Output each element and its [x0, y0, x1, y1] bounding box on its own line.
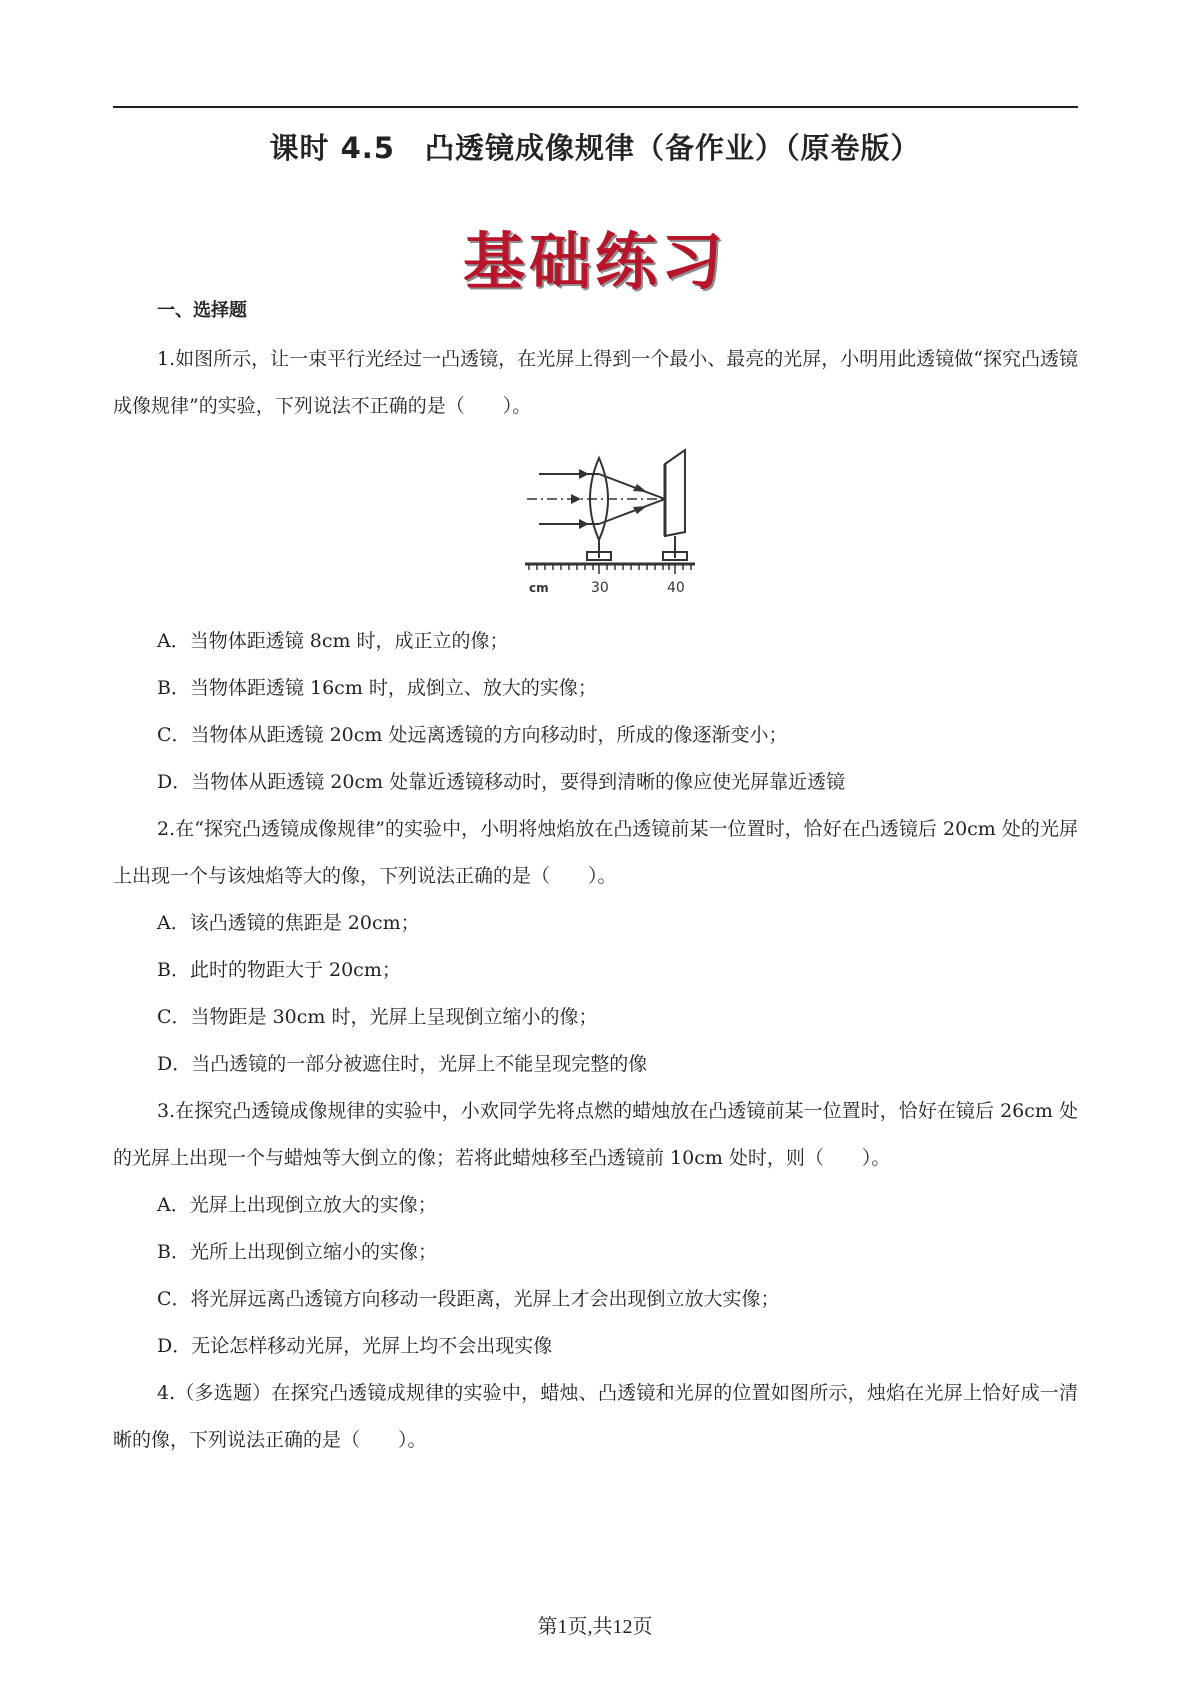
option-d: D．当凸透镜的一部分被遮住时，光屏上不能呈现完整的像 [157, 1053, 648, 1075]
option-a: A．该凸透镜的焦距是 20cm； [157, 912, 420, 934]
question-4 [113, 1370, 1078, 1464]
option-d: D．当物体从距透镜 20cm 处靠近透镜移动时，要得到清晰的像应使光屏靠近透镜 [157, 771, 846, 793]
option-a: A．光屏上出现倒立放大的实像； [157, 1194, 437, 1216]
light-screen [665, 450, 685, 536]
option-b: B．此时的物距大于 20cm； [157, 959, 401, 981]
ruler-tick-40: 40 [667, 580, 685, 596]
option-c: C．当物距是 30cm 时，光屏上呈现倒立缩小的像； [157, 1006, 598, 1028]
question-list [113, 336, 1078, 1464]
header-rule [113, 106, 1078, 108]
option-a: A．当物体距透镜 8cm 时，成正立的像； [157, 630, 509, 652]
lens-diagram-image [525, 436, 695, 608]
question-stem: 1.如图所示，让一束平行光经过一凸透镜，在光屏上得到一个最小、最亮的光屏，小明用此透镜做“探究凸透镜成像规律”的实验，下列说法不正确的是（ ）。 [113, 348, 1078, 417]
question-type-heading: 一、选择题 [157, 300, 247, 321]
ruler-tick-30: 30 [591, 580, 609, 596]
question-stem: 2.在“探究凸透镜成像规律”的实验中，小明将烛焰放在凸透镜前某一位置时，恰好在凸透镜后 20cm 处的光屏上出现一个与该烛焰等大的像，下列说法正确的是（ ）。 [113, 818, 1078, 887]
question-2 [113, 806, 1078, 1088]
question-stem: 3.在探究凸透镜成像规律的实验中，小欢同学先将点燃的蜡烛放在凸透镜前某一位置时，恰好在镜后 26cm 处的光屏上出现一个与蜡烛等大倒立的像；若将此蜡烛移至凸透镜前 10cm 处时，则（ ）。 [113, 1100, 1078, 1169]
option-c: C．当物体从距透镜 20cm 处远离透镜的方向移动时，所成的像逐渐变小； [157, 724, 788, 746]
lens-experiment-figure [113, 432, 1078, 610]
option-b: B．光所上出现倒立缩小的实像； [157, 1241, 437, 1263]
section-banner: 基础练习 [462, 225, 727, 298]
page-number: 第1页,共12页 [537, 1616, 653, 1638]
option-b: B．当物体距透镜 16cm 时，成倒立、放大的实像； [157, 677, 597, 699]
question-stem: 4.（多选题）在探究凸透镜成规律的实验中，蜡烛、凸透镜和光屏的位置如图所示，烛焰在光屏上恰好成一清晰的像，下列说法正确的是（ ）。 [113, 1382, 1078, 1451]
question-3 [113, 1088, 1078, 1370]
document-title: 课时 4.5 凸透镜成像规律（备作业）（原卷版） [269, 131, 921, 165]
option-c: C．将光屏远离凸透镜方向移动一段距离，光屏上才会出现倒立放大实像； [157, 1288, 780, 1310]
option-d: D．无论怎样移动光屏，光屏上均不会出现实像 [157, 1335, 553, 1357]
question-1 [113, 336, 1078, 806]
ruler-unit-label: cm [529, 581, 549, 595]
